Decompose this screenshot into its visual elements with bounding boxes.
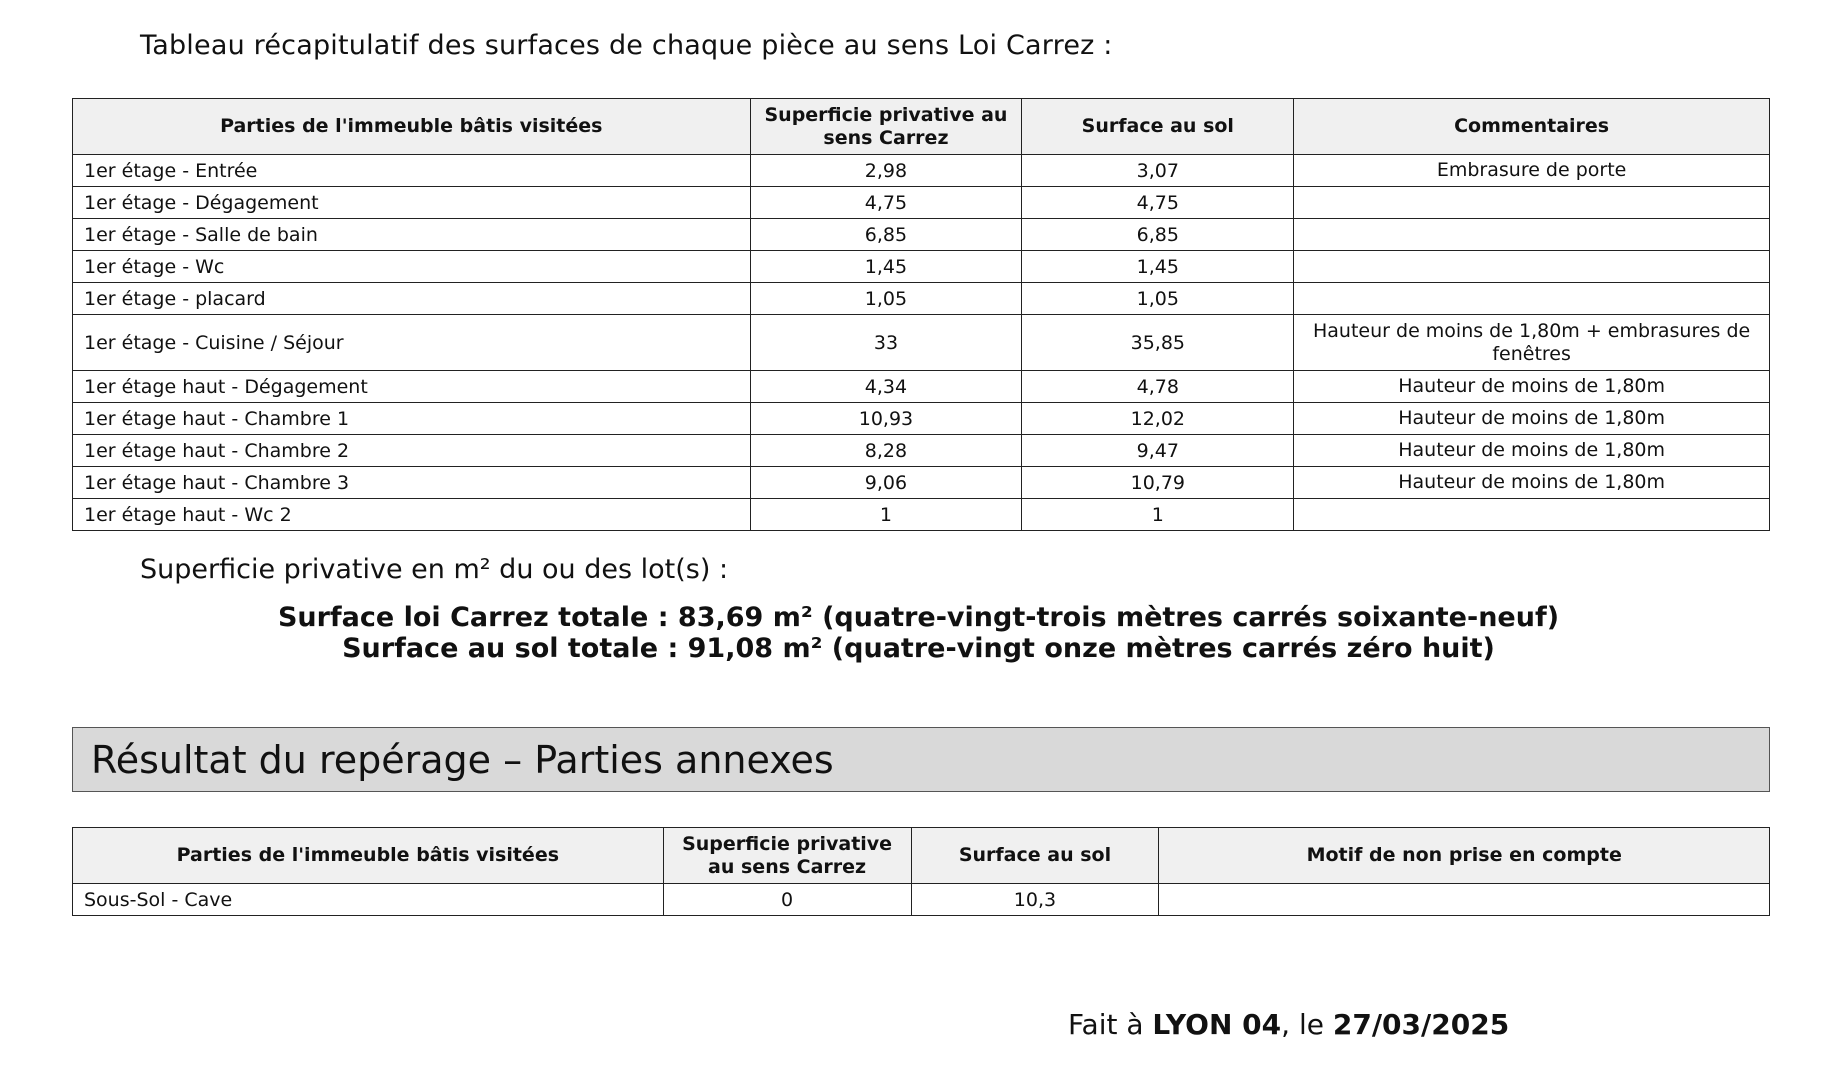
comment-cell: Hauteur de moins de 1,80m — [1294, 403, 1770, 435]
comment-cell — [1294, 499, 1770, 531]
sol-cell: 4,75 — [1022, 187, 1294, 219]
comment-cell — [1294, 251, 1770, 283]
header-sol: Surface au sol — [1022, 99, 1294, 155]
table-row — [73, 371, 1770, 403]
room-cell: 1er étage haut - Dégagement — [73, 371, 751, 403]
room-cell: 1er étage - Wc — [73, 251, 751, 283]
table-row — [73, 315, 1770, 371]
sol-cell: 3,07 — [1022, 155, 1294, 187]
carrez-cell: 9,06 — [750, 467, 1022, 499]
annex-table — [72, 827, 1770, 916]
comment-cell: Embrasure de porte — [1294, 155, 1770, 187]
carrez-cell: 1,05 — [750, 283, 1022, 315]
table-row — [73, 251, 1770, 283]
intro-text: Tableau récapitulatif des surfaces de chaque pièce au sens Loi Carrez : — [140, 30, 1113, 61]
room-cell: Sous-Sol - Cave — [73, 884, 664, 916]
comment-cell — [1294, 283, 1770, 315]
carrez-cell: 1,45 — [750, 251, 1022, 283]
carrez-cell: 1 — [750, 499, 1022, 531]
header-sol: Surface au sol — [911, 828, 1159, 884]
carrez-cell: 6,85 — [750, 219, 1022, 251]
room-cell: 1er étage haut - Chambre 1 — [73, 403, 751, 435]
sol-cell: 4,78 — [1022, 371, 1294, 403]
header-carrez: Superficie privative au sens Carrez — [750, 99, 1022, 155]
sol-cell: 1,05 — [1022, 283, 1294, 315]
signature-date: 27/03/2025 — [1332, 1008, 1510, 1041]
header-parties: Parties de l'immeuble bâtis visitées — [73, 99, 751, 155]
comment-cell: Hauteur de moins de 1,80m — [1294, 435, 1770, 467]
header-commentaires: Commentaires — [1294, 99, 1770, 155]
signature-prefix: Fait à — [1068, 1008, 1153, 1041]
carrez-cell: 0 — [663, 884, 911, 916]
sol-cell: 1,45 — [1022, 251, 1294, 283]
carrez-cell: 8,28 — [750, 435, 1022, 467]
motif-cell — [1159, 884, 1770, 916]
carrez-cell: 10,93 — [750, 403, 1022, 435]
sol-cell: 6,85 — [1022, 219, 1294, 251]
header-motif: Motif de non prise en compte — [1159, 828, 1770, 884]
total-carrez: Surface loi Carrez totale : 83,69 m² (quatre-vingt-trois mètres carrés soixante-neuf) — [277, 602, 1560, 633]
table-row — [73, 187, 1770, 219]
signature-line — [1068, 1008, 1509, 1041]
table-row — [73, 219, 1770, 251]
sol-cell: 1 — [1022, 499, 1294, 531]
totals-block — [0, 602, 1837, 664]
room-cell: 1er étage - Salle de bain — [73, 219, 751, 251]
superficie-label: Superficie privative en m² du ou des lot(s) : — [140, 554, 729, 585]
table-row — [73, 283, 1770, 315]
table-header-row — [73, 99, 1770, 155]
sol-cell: 9,47 — [1022, 435, 1294, 467]
room-cell: 1er étage - Entrée — [73, 155, 751, 187]
comment-cell: Hauteur de moins de 1,80m + embrasures de fenêtres — [1294, 315, 1770, 371]
table-row — [73, 467, 1770, 499]
sol-cell: 10,79 — [1022, 467, 1294, 499]
header-parties: Parties de l'immeuble bâtis visitées — [73, 828, 664, 884]
signature-middle: , le — [1281, 1008, 1333, 1041]
comment-cell: Hauteur de moins de 1,80m — [1294, 467, 1770, 499]
sol-cell: 35,85 — [1022, 315, 1294, 371]
sol-cell: 12,02 — [1022, 403, 1294, 435]
comment-cell — [1294, 219, 1770, 251]
carrez-cell: 4,75 — [750, 187, 1022, 219]
table-row — [73, 155, 1770, 187]
room-cell: 1er étage - placard — [73, 283, 751, 315]
header-carrez: Superficie privative au sens Carrez — [663, 828, 911, 884]
signature-city: LYON 04 — [1152, 1008, 1282, 1041]
sol-cell: 10,3 — [911, 884, 1159, 916]
room-cell: 1er étage haut - Chambre 3 — [73, 467, 751, 499]
table-row — [73, 884, 1770, 916]
table-row — [73, 499, 1770, 531]
table-header-row — [73, 828, 1770, 884]
comment-cell — [1294, 187, 1770, 219]
total-sol: Surface au sol totale : 91,08 m² (quatre-vingt onze mètres carrés zéro huit) — [342, 633, 1495, 664]
table-row — [73, 435, 1770, 467]
carrez-cell: 33 — [750, 315, 1022, 371]
room-cell: 1er étage - Dégagement — [73, 187, 751, 219]
room-cell: 1er étage - Cuisine / Séjour — [73, 315, 751, 371]
carrez-cell: 2,98 — [750, 155, 1022, 187]
comment-cell: Hauteur de moins de 1,80m — [1294, 371, 1770, 403]
room-cell: 1er étage haut - Wc 2 — [73, 499, 751, 531]
room-cell: 1er étage haut - Chambre 2 — [73, 435, 751, 467]
carrez-cell: 4,34 — [750, 371, 1022, 403]
carrez-table — [72, 98, 1770, 531]
section-title: Résultat du repérage – Parties annexes — [72, 727, 1770, 792]
table-row — [73, 403, 1770, 435]
